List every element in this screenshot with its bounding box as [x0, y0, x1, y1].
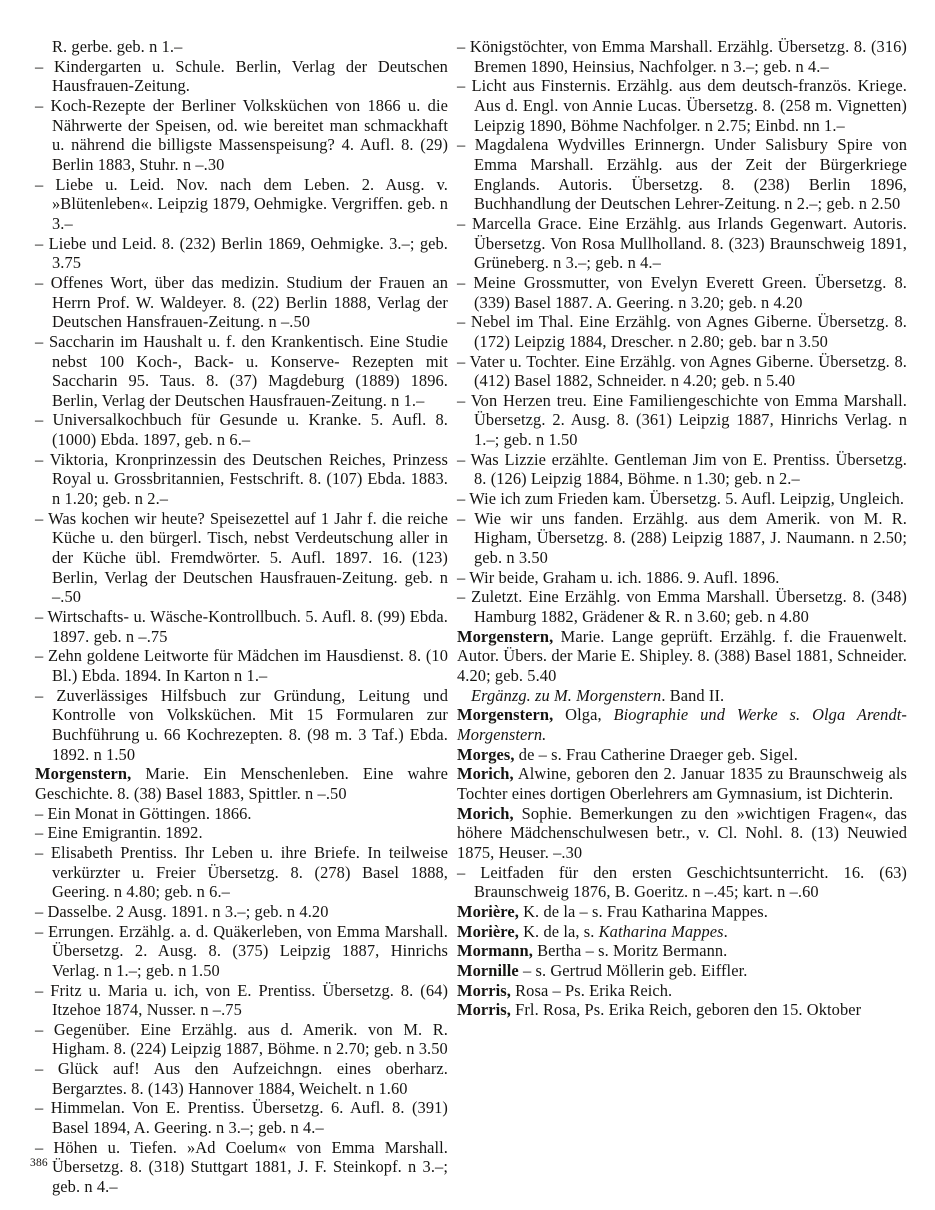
entry-text: R. gerbe. geb. n 1.–: [52, 37, 183, 56]
entry-dash: –: [35, 980, 51, 1000]
bibliography-entry: [35, 922, 448, 981]
entry-text: Viktoria, Kronprinzessin des Deutschen Reiches, Prinzess Royal u. Grossbritannien, Festschrift. 8. (107) Ebda. 1883. n 1.20; geb. n 2.–: [49, 449, 448, 509]
entry-dash: –: [35, 95, 51, 115]
entry-text: Morgenstern,: [457, 705, 554, 725]
entry-text: Bertha – s. Moritz Bermann.: [532, 941, 728, 961]
entry-text: Morris,: [457, 1000, 511, 1020]
entry-text: .: [723, 921, 728, 941]
entry-text: Ergänzg. zu M. Morgenstern: [471, 685, 662, 705]
bibliography-entry: [457, 863, 907, 902]
entry-text: Himmelan. Von E. Prentiss. Übersetzg. 6. Aufl. 8. (391) Basel 1894, A. Geering. n 3.–; geb. n 4.–: [50, 1098, 448, 1138]
entry-text: Marie. Ein Menschenleben. Eine wahre Geschichte. 8. (38) Basel 1883, Spittler. n –.50: [35, 764, 448, 803]
bibliography-entry: [35, 1098, 448, 1137]
bibliography-entry: [35, 843, 448, 902]
column-left: [35, 37, 448, 1197]
entry-dash: –: [457, 508, 475, 528]
bibliography-entry: [457, 450, 907, 489]
entry-text: Leitfaden für den ersten Geschichtsunterricht. 16. (63) Braunschweig 1876, B. Goeritz. n –.45; kart. n –.60: [474, 862, 907, 902]
entry-dash: –: [35, 1019, 54, 1039]
entry-text: Dasselbe. 2 Ausg. 1891. n 3.–; geb. n 4.20: [47, 901, 329, 921]
bibliography-entry: [35, 981, 448, 1020]
bibliography-entry: [457, 686, 907, 706]
bibliography-entry: [457, 961, 907, 981]
bibliography-entry: [457, 705, 907, 744]
bibliography-entry: [457, 37, 907, 76]
bibliography-entry: [457, 312, 907, 351]
entry-dash: –: [457, 272, 474, 292]
bibliography-entry: [457, 273, 907, 312]
entry-text: Wir beide, Graham u. ich. 1886. 9. Aufl. 1896.: [469, 567, 780, 587]
entry-text: Universalkochbuch für Gesunde u. Kranke. 5. Aufl. 8. (1000) Ebda. 1897, geb. n 6.–: [52, 410, 448, 450]
entry-text: Meine Grossmutter, von Evelyn Everett Green. Übersetzg. 8. (339) Basel 1887. A. Geering. n 3.20; geb. n 4.20: [473, 272, 907, 312]
bibliography-entry: [35, 175, 448, 234]
entry-text: Glück auf! Aus den Aufzeichngn. eines oberharz. Bergarztes. 8. (143) Hannover 1884, Weichelt. n 1.60: [52, 1059, 448, 1098]
bibliography-entry: [457, 941, 907, 961]
bibliography-entry: [35, 902, 448, 922]
entry-text: Kindergarten u. Schule. Berlin, Verlag der Deutschen Hausfrauen-Zeitung.: [52, 56, 448, 96]
lexicon-page: [35, 37, 907, 1197]
entry-text: Ein Monat in Göttingen. 1866.: [47, 803, 252, 823]
entry-dash: –: [35, 842, 51, 862]
entry-dash: –: [35, 233, 49, 253]
entry-text: Fritz u. Maria u. ich, von E. Prentiss. Übersetzg. 8. (64) Itzehoe 1874, Nusser. n –.75: [50, 980, 448, 1020]
entry-text: K. de la, s.: [518, 921, 599, 941]
entry-dash: –: [457, 351, 470, 371]
entry-dash: –: [35, 803, 48, 823]
bibliography-entry: [457, 135, 907, 214]
bibliography-entry: [35, 804, 448, 824]
entry-text: Marcella Grace. Eine Erzählg. aus Irlands Gegenwart. Autoris. Übersetzg. Von Rosa Mullholland. 8. (323) Braunschweig 1891, Grüneberg. n 3.–; geb. n 4.–: [472, 213, 907, 273]
bibliography-entry: [457, 352, 907, 391]
entry-dash: –: [457, 862, 481, 882]
entry-dash: –: [35, 508, 49, 528]
entry-text: Koch-Rezepte der Berliner Volksküchen von 1866 u. die Nährwerte der Speisen, od. wie bereitet man schmackhaft u. nährend die billigste Massenspeisung? 4. Aufl. 8. (29) Berlin 1883, Stuhr. n –.30: [50, 95, 448, 174]
bibliography-entry: [457, 981, 907, 1001]
entry-dash: –: [35, 174, 56, 194]
entry-text: Magdalena Wydvilles Erinnergn. Under Salisbury Spire von Emma Marshall. Erzählg. aus der Zeit der Bürgerkriege Englands. Autoris. Übersetzg. 8. (238) Berlin 1896, Buchhandlung der Deutschen Lehrer-Zeitung. n 2.–; geb. n 2.50: [474, 135, 907, 214]
bibliography-entry: [457, 568, 907, 588]
bibliography-entry: [457, 76, 907, 135]
bibliography-entry: [35, 823, 448, 843]
entry-text: Was kochen wir heute? Speisezettel auf 1 Jahr f. die reiche Küche u. den bürgerl. Tisch, nebst Verdeutschung aller in der Küche übl. Fremdwörter. 5. Aufl. 1897. 16. (123) Berlin, Verlag der Deutschen Hausfrauen-Zeitung. geb. n –.50: [48, 508, 448, 607]
bibliography-entry: [457, 391, 907, 450]
entry-text: Sophie. Bemerkungen zu den »wichtigen Fragen«, das höhere Mädchenschulwesen betr., v. Cl. Nohl. 8. (13) Neuwied 1875, Heuser. –.30: [457, 803, 907, 862]
entry-text: Zuverlässiges Hilfsbuch zur Gründung, Leitung und Kontrolle von Volksküchen. Mit 15 Formularen zur Buchführung u. 66 Kochrezepten. 8. (98 m. 3 Taf.) Ebda. 1892. n 1.50: [52, 685, 448, 764]
entry-dash: –: [35, 921, 49, 941]
entry-dash: –: [35, 607, 48, 627]
bibliography-entry: [457, 509, 907, 568]
bibliography-entry: [35, 450, 448, 509]
entry-dash: –: [35, 823, 48, 843]
entry-text: Morière,: [457, 921, 519, 941]
bibliography-entry: [35, 96, 448, 175]
bibliography-entry: [35, 234, 448, 273]
entry-text: Liebe u. Leid. Nov. nach dem Leben. 2. Ausg. v. »Blütenleben«. Leipzig 1879, Oehmigke. Vergriffen. geb. n 3.–: [52, 174, 449, 233]
bibliography-entry: [35, 37, 448, 57]
entry-text: Königstöchter, von Emma Marshall. Erzählg. Übersetzg. 8. (316) Bremen 1890, Heinsius, Nachfolger. n 3.–; geb. n 4.–: [469, 37, 907, 76]
bibliography-entry: [35, 1138, 448, 1197]
entry-text: Von Herzen treu. Eine Familiengeschichte von Emma Marshall. Übersetzg. 2. Ausg. 8. (361) Leipzig 1887, Hinrichs Verlag. n 1.–; geb. n 1.50: [470, 390, 907, 450]
entry-text: – s. Gertrud Möllerin geb. Eiffler.: [518, 960, 748, 980]
entry-text: Olga,: [553, 705, 614, 725]
bibliography-entry: [457, 902, 907, 922]
entry-dash: –: [35, 272, 51, 292]
entry-dash: –: [35, 449, 50, 469]
bibliography-entry: [457, 587, 907, 626]
entry-text: Mormann,: [457, 941, 533, 961]
entry-text: Wie wir uns fanden. Erzählg. aus dem Amerik. von M. R. Higham, Übersetzg. 8. (288) Leipzig 1887, J. Naumann. n 2.50; geb. n 3.50: [474, 508, 907, 568]
entry-dash: –: [35, 410, 53, 430]
bibliography-entry: [35, 1020, 448, 1059]
bibliography-entry: [457, 922, 907, 942]
entry-text: Wirtschafts- u. Wäsche-Kontrollbuch. 5. Aufl. 8. (99) Ebda. 1897. geb. n –.75: [47, 607, 448, 646]
entry-text: K. de la – s. Frau Katharina Mappes.: [518, 901, 768, 921]
entry-text: Nebel im Thal. Eine Erzählg. von Agnes Giberne. Übersetzg. 8. (172) Leipzig 1884, Drescher. n 2.80; geb. bar n 3.50: [470, 312, 907, 351]
entry-text: Morges,: [457, 744, 515, 764]
bibliography-entry: [457, 214, 907, 273]
entry-text: Wie ich zum Frieden kam. Übersetzg. 5. Aufl. Leipzig, Ungleich.: [469, 489, 905, 509]
entry-text: Höhen u. Tiefen. »Ad Coelum« von Emma Marshall. Übersetzg. 8. (318) Stuttgart 1881, J. F. Steinkopf. n 3.–; geb. n 4.–: [52, 1137, 448, 1197]
bibliography-entry: [35, 332, 448, 411]
entry-dash: –: [457, 489, 470, 509]
entry-text: Morière,: [457, 901, 519, 921]
entry-text: Zehn goldene Leitworte für Mädchen im Hausdienst. 8. (10 Bl.) Ebda. 1894. In Karton n 1.–: [47, 646, 448, 685]
entry-text: Errungen. Erzählg. a. d. Quäkerleben, von Emma Marshall. Übersetzg. 2. Ausg. 8. (375) Leipzig 1887, Hinrichs Verlag. n 1.–; geb. n 1.50: [48, 921, 449, 980]
entry-dash: –: [35, 901, 48, 921]
entry-text: Saccharin im Haushalt u. f. den Krankentisch. Eine Studie nebst 100 Koch-, Back- u. Konserve- Rezepten mit Saccharin 95. Taus. 8. (37) Magdeburg (1889) 1896. Berlin, Verlag der Deutschen Hausfrauen-Zeitung. n 1.–: [48, 331, 448, 410]
entry-text: Frl. Rosa, Ps. Erika Reich, geboren den 15. Oktober: [510, 1000, 862, 1020]
bibliography-entry: [457, 764, 907, 803]
entry-dash: –: [35, 1137, 54, 1157]
entry-dash: –: [457, 449, 471, 469]
bibliography-entry: [35, 273, 448, 332]
entry-text: Liebe und Leid. 8. (232) Berlin 1869, Oehmigke. 3.–; geb. 3.75: [48, 233, 448, 273]
entry-dash: –: [457, 312, 471, 332]
entry-text: Morich,: [457, 803, 514, 823]
bibliography-entry: [457, 489, 907, 509]
two-column-layout: [35, 37, 907, 1197]
entry-text: Morich,: [457, 764, 514, 784]
bibliography-entry: [35, 646, 448, 685]
entry-dash: –: [457, 76, 472, 96]
entry-text: Marie. Lange geprüft. Erzählg. f. die Frauenwelt. Autor. Übers. der Marie E. Shipley. 8. (388) Basel 1881, Schneider. 4.20; geb. 5.40: [457, 626, 907, 685]
entry-text: . Band II.: [661, 685, 725, 705]
bibliography-entry: [35, 410, 448, 449]
entry-text: Morris,: [457, 980, 511, 1000]
bibliography-entry: [35, 764, 448, 803]
entry-dash: –: [457, 567, 470, 587]
entry-dash: –: [457, 587, 472, 607]
entry-dash: –: [457, 37, 470, 56]
entry-text: Zuletzt. Eine Erzählg. von Emma Marshall. Übersetzg. 8. (348) Hamburg 1882, Grädener & R. n 3.60; geb. n 4.80: [471, 587, 907, 627]
bibliography-entry: [457, 804, 907, 863]
bibliography-entry: [35, 1059, 448, 1098]
entry-text: de – s. Frau Catherine Draeger geb. Sigel.: [514, 744, 798, 764]
entry-dash: –: [35, 1059, 58, 1079]
bibliography-entry: [35, 686, 448, 765]
entry-text: Elisabeth Prentiss. Ihr Leben u. ihre Briefe. In teilweise verkürzter u. Freier Übersetzg. 8. (278) Basel 1888, Geering. n 4.80; geb. n 6.–: [50, 842, 448, 902]
entry-text: Alwine, geboren den 2. Januar 1835 zu Braunschweig als Tochter eines dortigen Oberlehrers am Gymnasium, ist Dichterin.: [457, 764, 907, 803]
entry-text: Rosa – Ps. Erika Reich.: [510, 980, 673, 1000]
entry-dash: –: [35, 1098, 51, 1118]
entry-text: Mornille: [457, 960, 519, 980]
bibliography-entry: [457, 745, 907, 765]
entry-text: Vater u. Tochter. Eine Erzählg. von Agnes Giberne. Übersetzg. 8. (412) Basel 1882, Schneider. n 4.20; geb. n 5.40: [469, 351, 907, 391]
entry-text: Eine Emigrantin. 1892.: [47, 823, 203, 843]
entry-text: Katharina Mappes: [598, 921, 724, 941]
entry-dash: –: [457, 135, 475, 155]
bibliography-entry: [457, 1000, 907, 1020]
entry-text: Morgenstern,: [457, 626, 554, 646]
bibliography-entry: [457, 627, 907, 686]
bibliography-entry: [35, 509, 448, 607]
entry-dash: –: [457, 390, 471, 410]
column-right: [457, 37, 907, 1197]
entry-text: Offenes Wort, über das medizin. Studium der Frauen an Herrn Prof. W. Waldeyer. 8. (22) Berlin 1888, Verlag der Deutschen Hansfrauen-Zeitung. n –.50: [50, 272, 449, 332]
entry-text: Morgenstern,: [35, 764, 132, 784]
entry-dash: –: [35, 685, 57, 705]
entry-text: Was Lizzie erzählte. Gentleman Jim von E. Prentiss. Übersetzg. 8. (126) Leipzig 1884, Böhme. n 1.30; geb. n 2.–: [470, 449, 907, 489]
entry-dash: –: [35, 56, 55, 76]
bibliography-entry: [35, 607, 448, 646]
entry-text: Gegenüber. Eine Erzählg. aus d. Amerik. von M. R. Higham. 8. (224) Leipzig 1887, Böhme. n 2.70; geb. n 3.50: [52, 1019, 448, 1059]
entry-text: Licht aus Finsternis. Erzählg. aus dem deutsch-französ. Kriege. Aus d. Engl. von Annie Lucas. Übersetzg. 8. (258 m. Vignetten) Leipzig 1890, Böhme Nachfolger. n 2.75; Einbd. nn 1.–: [471, 76, 907, 135]
bibliography-entry: [35, 57, 448, 96]
entry-dash: –: [35, 331, 49, 351]
entry-text: Biographie und Werke s. Olga Arendt-Morgenstern.: [457, 705, 907, 744]
page-number: 386: [30, 1157, 48, 1169]
entry-dash: –: [35, 646, 48, 666]
entry-dash: –: [457, 213, 473, 233]
